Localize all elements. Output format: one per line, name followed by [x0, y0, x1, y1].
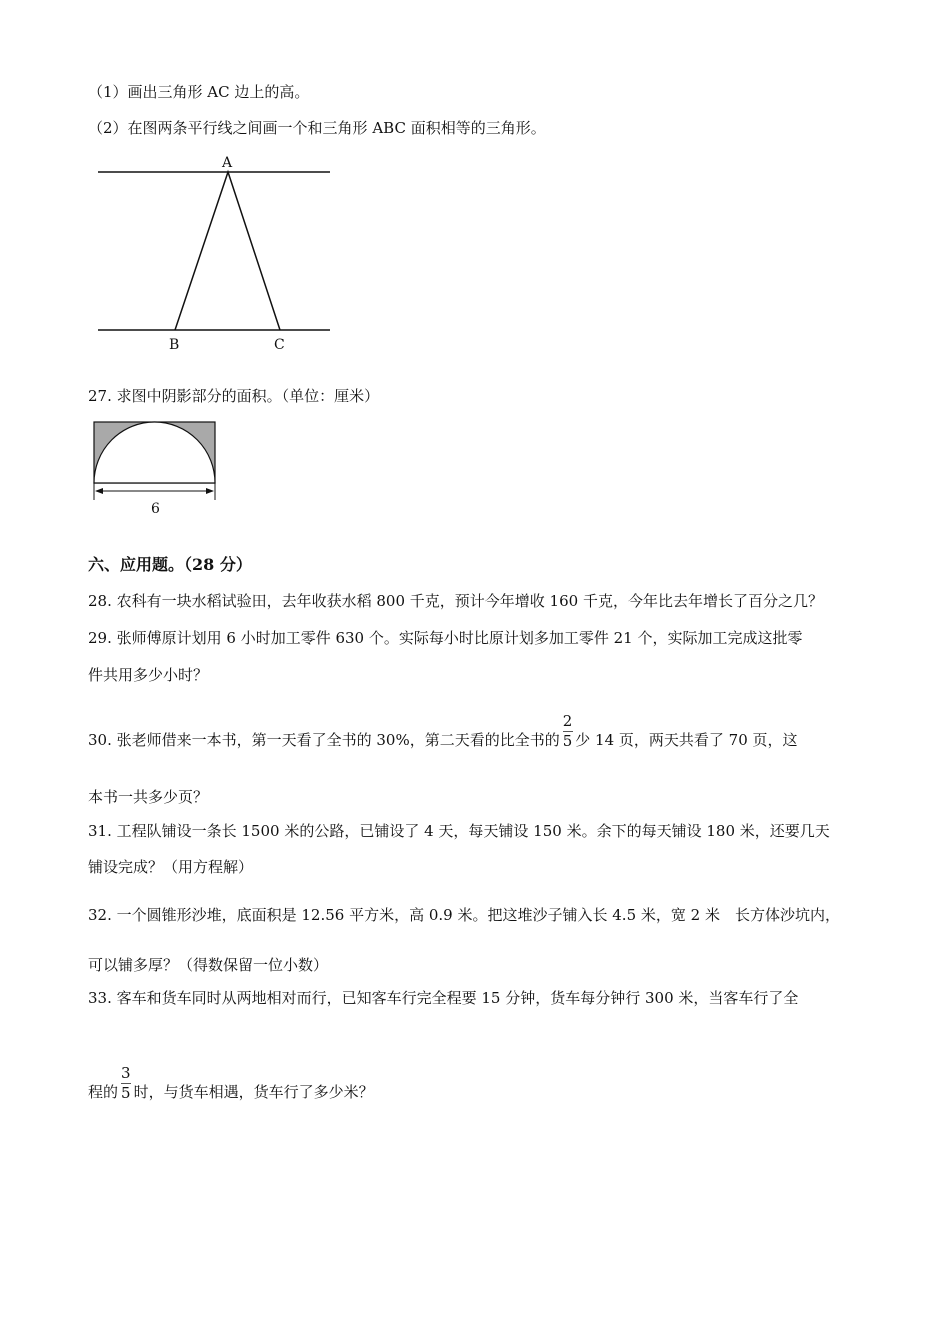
triangle-abc	[175, 172, 280, 330]
label-c: C	[274, 337, 285, 352]
q29-line1: 29. 张师傅原计划用 6 小时加工零件 630 个。实际每小时比原计划多加工零件 21 个，实际加工完成这批零	[88, 629, 803, 647]
q33-line2	[88, 1064, 374, 1112]
q30-before: 30. 张老师借来一本书，第一天看了全书的 30%，第二天看的比全书的	[88, 731, 560, 749]
q30-line2: 本书一共多少页？	[88, 788, 209, 806]
q26-part2: （2）在图两条平行线之间画一个和三角形 ABC 面积相等的三角形。	[88, 119, 546, 137]
q32-line2: 可以铺多厚？（得数保留一位小数）	[88, 956, 329, 974]
shaded-semicircle-figure	[88, 418, 228, 518]
q30-frac-num: 2	[562, 712, 573, 730]
q30-frac-den: 5	[562, 732, 573, 750]
section-6-title: 六、应用题。（28 分）	[88, 555, 252, 574]
q31-line2: 铺设完成？（用方程解）	[88, 858, 254, 876]
q30-line1	[88, 712, 798, 760]
q33-frac-den: 5	[121, 1084, 131, 1102]
q32-line1: 32. 一个圆锥形沙堆，底面积是 12.56 平方米，高 0.9 米。把这堆沙子铺入长 4.5 米，宽 2 米 长方体沙坑内，	[88, 906, 840, 924]
triangle-figure	[90, 152, 350, 352]
q30-after: 少 14 页，两天共看了 70 页，这	[575, 731, 798, 749]
q27-text: 27. 求图中阴影部分的面积。（单位：厘米）	[88, 387, 380, 405]
dimension-arrow-left	[95, 488, 103, 494]
q33-before: 程的	[88, 1083, 119, 1101]
q28-text: 28. 农科有一块水稻试验田，去年收获水稻 800 千克，预计今年增收 160 千克，今年比去年增长了百分之几？	[88, 592, 823, 610]
q33-line1: 33. 客车和货车同时从两地相对而行，已知客车行完全程要 15 分钟，货车每分钟行 300 米，当客车行了全	[88, 989, 799, 1007]
q30-fraction	[562, 712, 574, 750]
label-b: B	[169, 337, 180, 352]
dimension-label: 6	[151, 501, 160, 517]
label-a: A	[222, 155, 233, 171]
dimension-arrow-right	[206, 488, 214, 494]
q33-frac-num: 3	[121, 1064, 131, 1082]
q33-after: 时，与货车相遇，货车行了多少米？	[133, 1083, 374, 1101]
q33-fraction	[120, 1064, 132, 1102]
q29-line2: 件共用多少小时？	[88, 666, 209, 684]
q31-line1: 31. 工程队铺设一条长 1500 米的公路，已铺设了 4 天，每天铺设 150 米。余下的每天铺设 180 米，还要几天	[88, 822, 830, 840]
q26-part1: （1）画出三角形 AC 边上的高。	[88, 83, 310, 101]
